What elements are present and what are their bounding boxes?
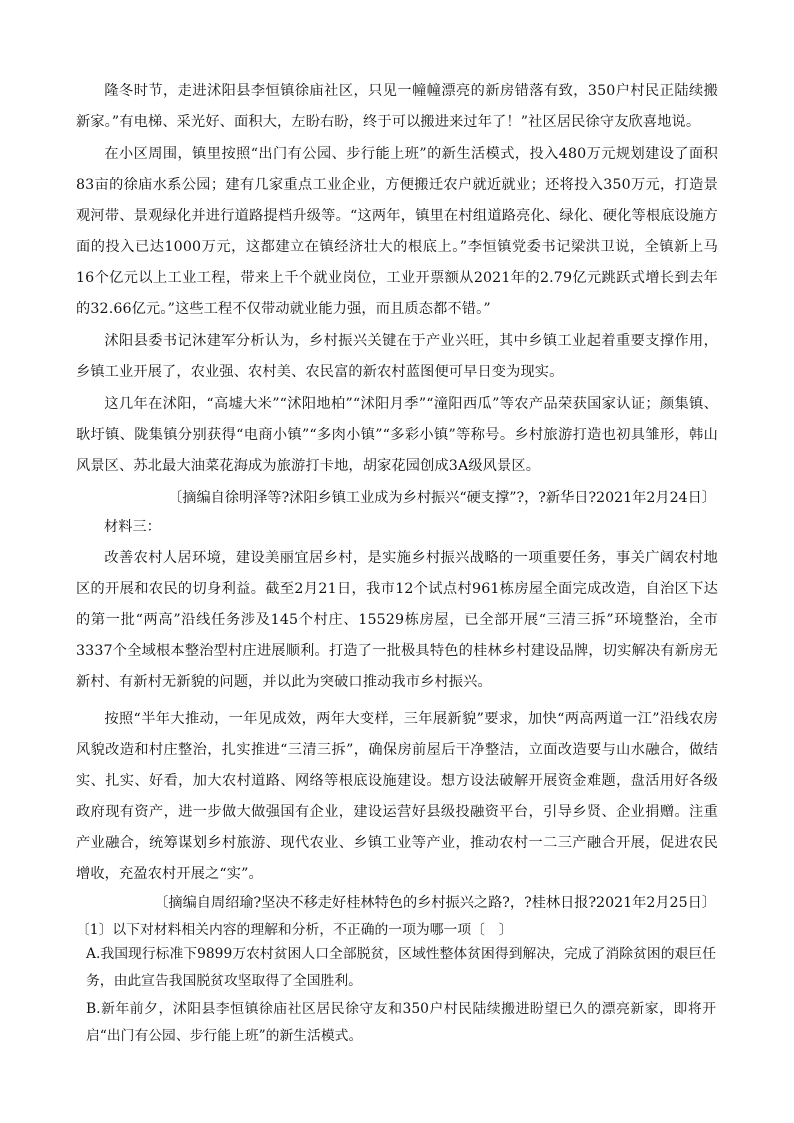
option-b: B.新年前夕，沭阳县李恒镇徐庙社区居民徐守友和350户村民陆续搬进盼望已久的漂亮新家，即将开启“出门有公园、步行能上班”的新生活模式。 — [86, 1001, 716, 1044]
paragraph-rural-environment: 改善农村人居环境，建设美丽宜居乡村，是实施乡村振兴战略的一项重要任务，事关广阔农村地区的开展和农民的切身利益。截至2月21日，我市12个试点村961栋房屋全面完成改造，自治区下达的第一批“两高”沿线任务涉及145个村庄、15529栋房屋，已全部开展“三清三拆”环境整治，全市3337个全域根本整治型村庄进展顺利。打造了一批极具特色的桂林乡村建设品牌，切实解决有新房无新村、有新村无新貌的问题，并以此为突破口推动我市乡村振兴。 — [76, 550, 718, 690]
paragraph-certified-products: 这几年在沭阳，“高墟大米”“沭阳地柏”“沭阳月季”“潼阳西瓜”等农产品荣获国家认证；颜集镇、耿圩镇、陇集镇分别获得“电商小镇”“多肉小镇”“多彩小镇”等称号。乡村旅游打造也初具雏形，韩山风景区、苏北最大油菜花海成为旅游打卡地，胡家花园创成3A级风景区。 — [76, 396, 718, 474]
option-a: A.我国现行标准下9899万农村贫困人口全部脱贫，区域性整体贫困得到解决，完成了消除贫困的艰巨任务，由此宣告我国脱贫攻坚取得了全国胜利。 — [86, 946, 716, 989]
paragraph-new-life-mode: 在小区周围，镇里按照“出门有公园、步行能上班”的新生活模式，投入480万元规划建设了面积83亩的徐庙水系公园；建有几家重点工业企业，方便搬迁农户就近就业；还将投入350万元，打造景观河带、景观绿化并进行道路提档升级等。“这两年，镇里在村组道路亮化、绿化、硬化等根底设施方面的投入已达1000万元，这都建立在镇经济壮大的根底上。”李恒镇党委书记梁洪卫说，全镇新上马16个亿元以上工业工程，带来上千个就业岗位，工业开票额从2021年的2.79亿元跳跃式增长到去年的32.66亿元。”这些工程不仅带动就业能力强，而且质态都不错。” — [76, 146, 718, 317]
paragraph-half-year-push: 按照“半年大推动，一年见成效，两年大变样，三年展新貌”要求，加快“两高两道一江”沿线农房风貌改造和村庄整治，扎实推进“三清三拆”，确保房前屋后干净整洁，立面改造要与山水融合，做结实、扎实、好看，加大农村道路、网络等根底设施建设。想方设法破解开展资金难题，盘活用好各级政府现有资产，进一步做大做强国有企业，建设运营好县级投融资平台，引导乡贤、企业捐赠。注重产业融合，统筹谋划乡村旅游、现代农业、乡镇工业等产业，推动农村一二三产融合开展，促进农民增收，充盈农村开展之“实”。 — [76, 711, 718, 882]
paragraph-xu-miao-community: 隆冬时节，走进沭阳县李恒镇徐庙社区，只见一幢幢漂亮的新房错落有致，350户村民正陆续搬新家。”有电梯、采光好、面积大，左盼右盼，终于可以搬进来过年了！”社区居民徐守友欣喜地说。 — [76, 83, 718, 130]
paragraph-county-secretary-analysis: 沭阳县委书记沐建军分析认为，乡村振兴关键在于产业兴旺，其中乡镇工业起着重要支撑作用，乡镇工业开展了，农业强、农村美、农民富的新农村蓝图便可早日变为现实。 — [76, 333, 718, 380]
material-three-heading: 材料三： — [104, 519, 161, 535]
question-stem: 〔1〕以下对材料相关内容的理解和分析，不正确的一项为哪一项〔 〕 — [76, 922, 513, 938]
source-citation-guilin-daily: 〔摘编自周绍瑜?坚决不移走好桂林特色的乡村振兴之路?，?桂林日报?2021年2月25日〕 — [154, 895, 716, 911]
source-citation-xinhua: 〔摘编自徐明泽等?沭阳乡镇工业成为乡村振兴“硬支撑”?，?新华日?2021年2月24日〕 — [168, 490, 716, 506]
